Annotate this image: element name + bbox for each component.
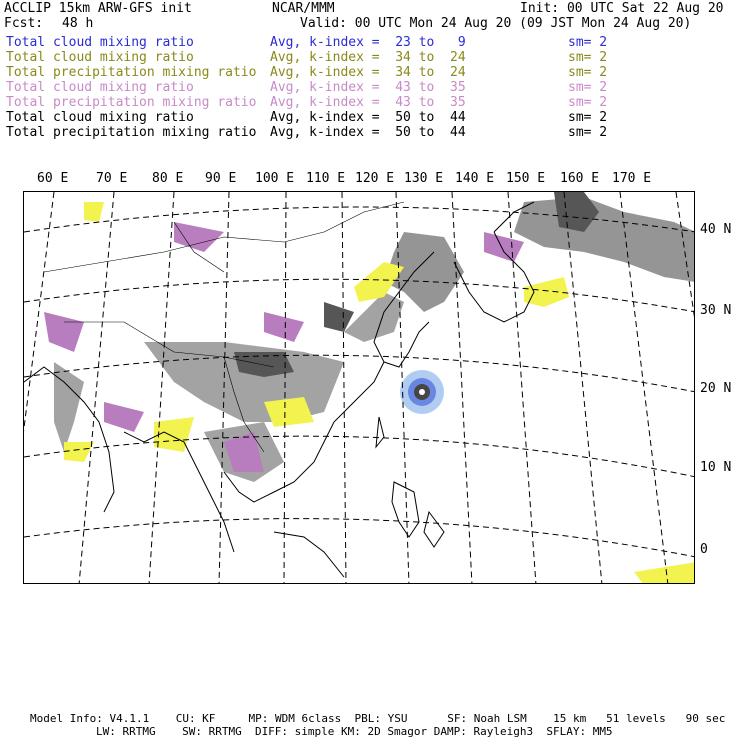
longitude-label: 80 E [152,171,184,186]
cloud-field [44,192,695,584]
latitude-label: 20 N [700,381,732,396]
legend-range: Avg, k-index = 43 to 35 [270,95,466,110]
legend-smoothing: sm= 2 [568,35,608,50]
legend-field: Total precipitation mixing ratio [6,65,257,80]
legend-field: Total precipitation mixing ratio [6,95,257,110]
longitude-label: 120 E [355,171,395,186]
model-info-line1: Model Info: V4.1.1 CU: KF MP: WDM 6class PBL: YSU SF: Noah LSM 15 km 51 levels 90 sec [30,712,726,725]
fcst-label: Fcst: [4,16,44,31]
latitude-label: 30 N [700,303,732,318]
longitude-label: 140 E [455,171,495,186]
latitude-label: 0 [700,542,708,557]
legend-range: Avg, k-index = 23 to 9 [270,35,466,50]
latitude-label: 10 N [700,460,732,475]
center-name: NCAR/MMM [272,1,335,16]
longitude-label: 90 E [205,171,237,186]
longitude-label: 100 E [255,171,295,186]
legend-smoothing: sm= 2 [568,110,608,125]
map-canvas [24,192,695,584]
longitude-label: 60 E [37,171,69,186]
model-info-line2: LW: RRTMG SW: RRTMG DIFF: simple KM: 2D Smagor DAMP: Rayleigh3 SFLAY: MM5 [96,725,613,738]
longitude-label: 150 E [506,171,546,186]
legend-smoothing: sm= 2 [568,80,608,95]
fcst-value: 48 h [62,16,94,31]
valid-time: Valid: 00 UTC Mon 24 Aug 20 (09 JST Mon 24 Aug 20) [300,16,692,31]
legend-field: Total cloud mixing ratio [6,110,194,125]
legend-smoothing: sm= 2 [568,65,608,80]
init-time: Init: 00 UTC Sat 22 Aug 20 [520,1,724,16]
legend-field: Total cloud mixing ratio [6,50,194,65]
longitude-label: 130 E [404,171,444,186]
legend-field: Total cloud mixing ratio [6,80,194,95]
model-title: ACCLIP 15km ARW-GFS init [4,1,192,16]
legend-range: Avg, k-index = 50 to 44 [270,110,466,125]
map-panel [23,191,695,584]
legend-range: Avg, k-index = 34 to 24 [270,50,466,65]
legend-range: Avg, k-index = 43 to 35 [270,80,466,95]
longitude-label: 170 E [612,171,652,186]
legend-range: Avg, k-index = 50 to 44 [270,125,466,140]
legend-field: Total precipitation mixing ratio [6,125,257,140]
legend-smoothing: sm= 2 [568,95,608,110]
legend-field: Total cloud mixing ratio [6,35,194,50]
longitude-label: 110 E [306,171,346,186]
longitude-label: 70 E [96,171,128,186]
legend-smoothing: sm= 2 [568,50,608,65]
latitude-label: 40 N [700,222,732,237]
legend-range: Avg, k-index = 34 to 24 [270,65,466,80]
legend-smoothing: sm= 2 [568,125,608,140]
longitude-label: 160 E [560,171,600,186]
